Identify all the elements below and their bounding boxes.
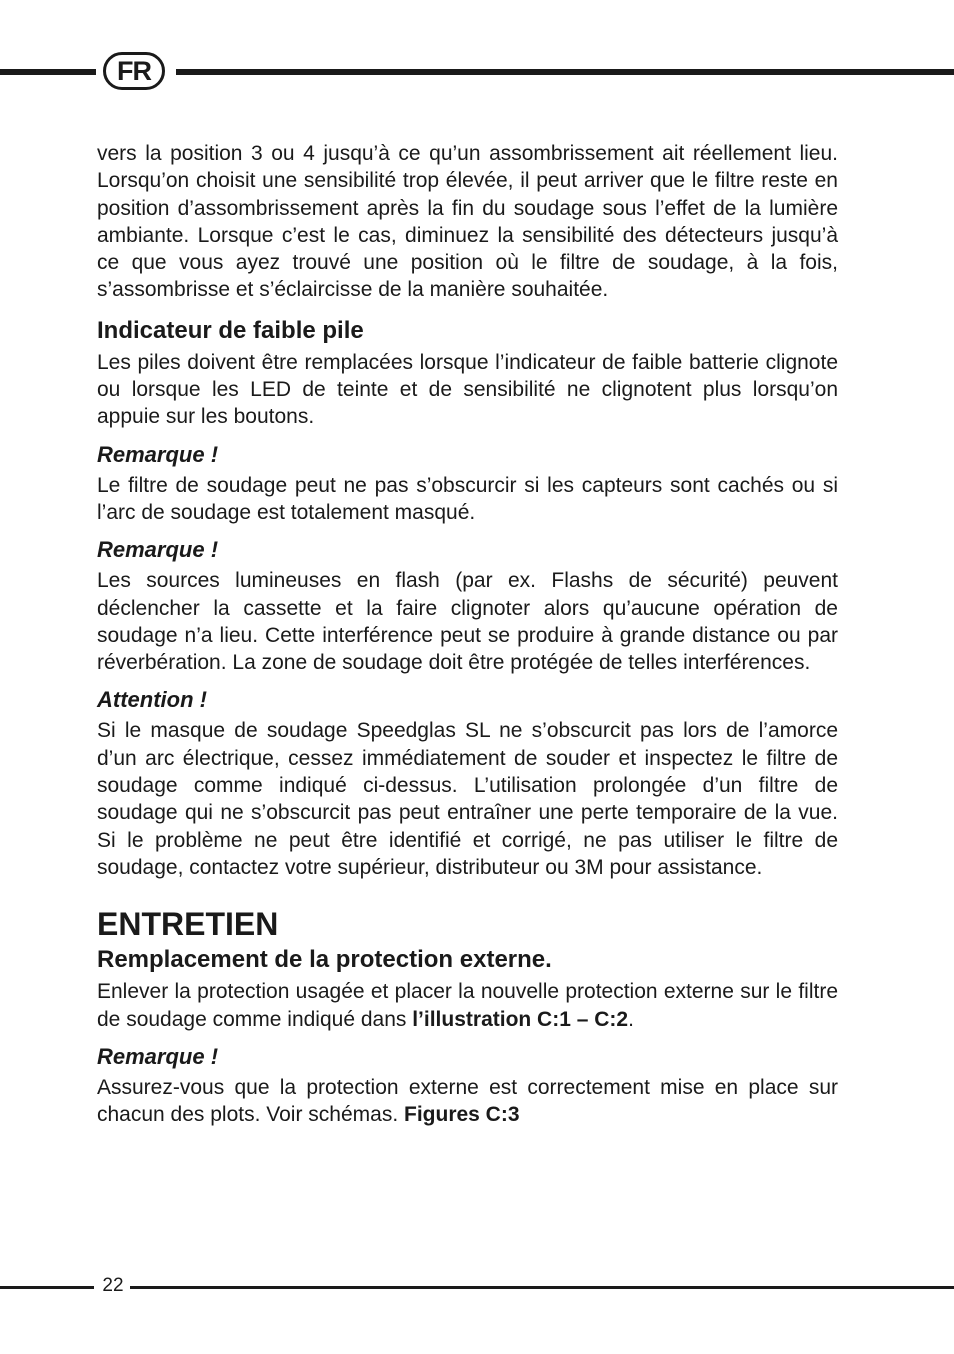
language-badge: FR [103,52,165,90]
battery-heading: Indicateur de faible pile [97,316,364,344]
intro-paragraph: vers la position 3 ou 4 jusqu’à ce qu’un assombrissement ait réellement lieu. Lorsqu’on choisit une sensibilité trop élevée, il peut arriver que le filtre reste en position d’assombrissement après la fin du soudage sous l’effet de la lumière ambiante. Lorsque c’est le cas, diminuez la sensibilité des détecteurs jusqu’à ce que vous ayez trouvé une position où le filtre de soudage, à la fois, s’assombrisse et s’éclaircisse de la manière souhaitée. [97,142,838,302]
maintenance-heading: ENTRETIEN [97,906,279,943]
figure-reference: Figures C:3 [404,1103,520,1127]
note-paragraph-2: Les sources lumineuses en flash (par ex. Flashs de sécurité) peuvent déclencher la cassette et la faire clignoter alors qu’aucune opération de soudage n’a lieu. Cette interférence peut se produire à grande distance ou par réverbération. La zone de soudage doit être protégée de telles interférences. [97,569,838,675]
note-paragraph-1: Le filtre de soudage peut ne pas s’obscurcir si les capteurs sont cachés ou si l’arc de soudage est totalement masqué. [97,473,838,524]
header-rule-right [176,69,954,75]
note-label-1: Remarque ! [97,441,219,467]
header-rule-left [0,69,96,75]
maintenance-paragraph [97,978,838,1033]
footer-rule-left [0,1286,94,1289]
battery-paragraph: Les piles doivent être remplacées lorsque l’indicateur de faible batterie clignote ou lorsque les LED de teinte et de sensibilité ne clignotent plus lorsqu’on appuie sur les boutons. [97,350,838,429]
note-3-text: Assurez-vous que la protection externe est correctement mise en place sur chacun des plots. Voir schémas. [97,1075,838,1127]
footer-rule-right [130,1286,954,1289]
page-number: 22 [102,1275,124,1296]
note-label-3: Remarque ! [97,1043,219,1069]
illustration-reference: l’illustration C:1 – C:2 [412,1007,629,1031]
maintenance-text-end: . [628,1007,634,1031]
attention-paragraph: Si le masque de soudage Speedglas SL ne s’obscurcit pas lors de l’amorce d’un arc électrique, cessez immédiatement de souder et inspectez le filtre de soudage comme indiqué ci-dessus. L’utilisation prolongée d’un filtre de soudage qui ne s’obscurcit pas peut entraîner une perte temporaire de la vue. Si le problème ne peut être identifié et corrigé, ne pas utiliser le filtre de soudage, contactez votre supérieur, distributeur ou 3M pour assistance. [97,719,838,879]
note-label-2: Remarque ! [97,537,219,563]
attention-label: Attention ! [97,687,207,713]
page-content [97,140,838,1128]
maintenance-subheading: Remplacement de la protection externe. [97,946,552,974]
maintenance-text: Enlever la protection usagée et placer la nouvelle protection externe sur le filtre de soudage comme indiqué dans [97,980,838,1031]
note-paragraph-3 [97,1074,838,1129]
